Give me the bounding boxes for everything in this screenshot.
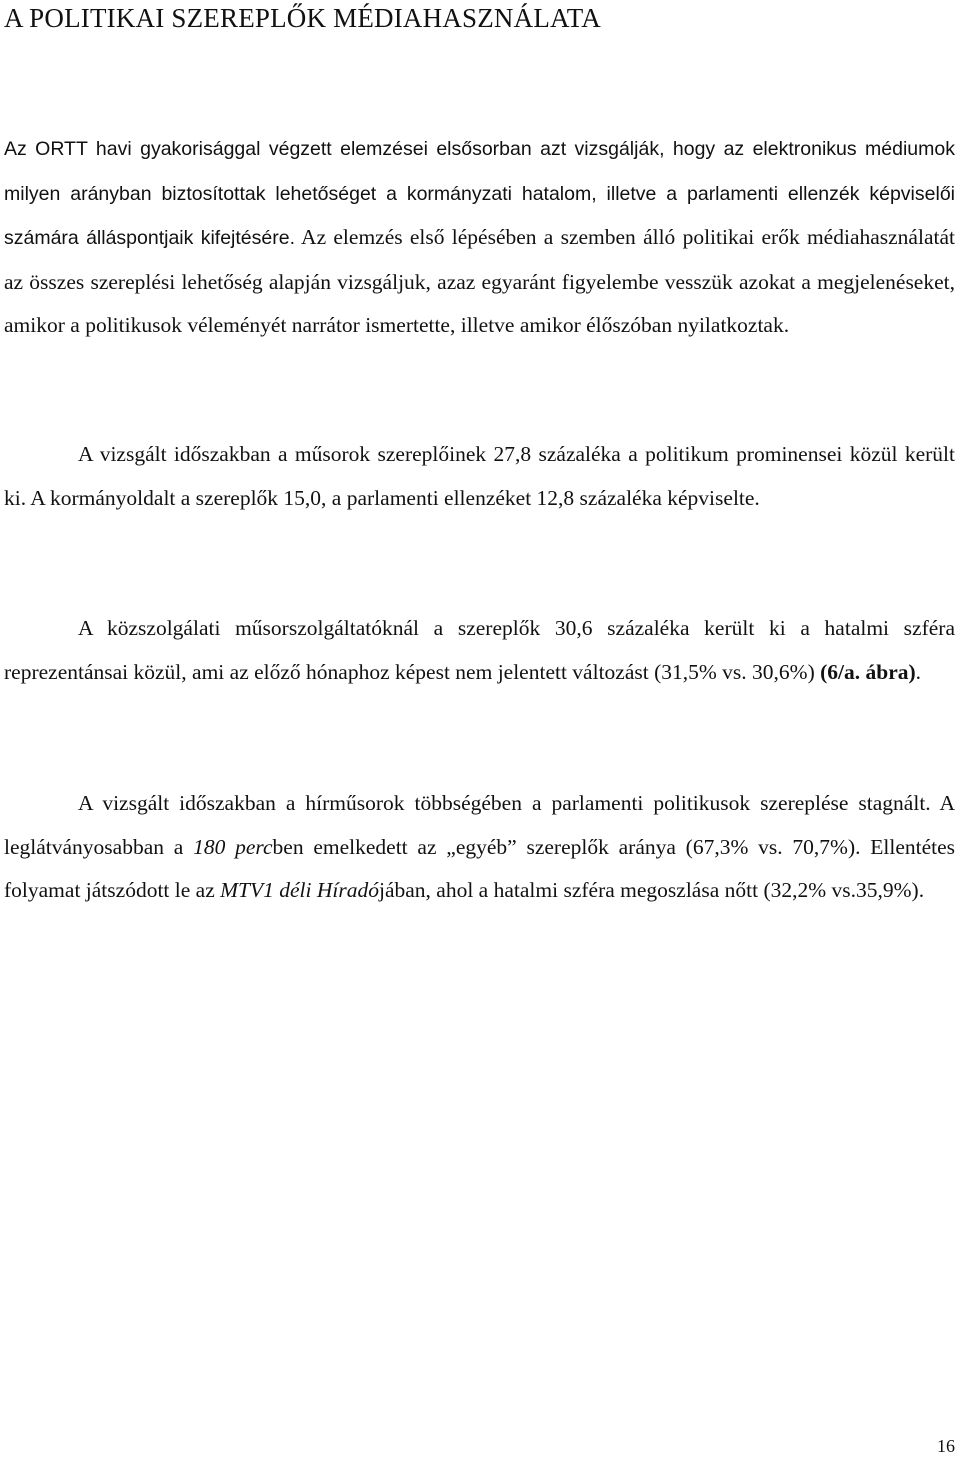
paragraph-4-part-3: jában, ahol a hatalmi szféra megoszlása nőtt (32,2% vs.35,9%). [378, 878, 925, 902]
paragraph-1-intro: Az ORTT havi gyakorisággal végzett elemzései elsősorban azt vizsgálják, hogy az elektronikus médiumok milyen arányban biztosítottak lehetőséget a kormányzati hatalom, illetve a parlamenti ellenzék képviselői számára álláspontjaik kifejtésére. [4, 138, 955, 249]
paragraph-1 [4, 127, 955, 348]
program-name-mtv1-hirado: MTV1 déli Híradó [220, 878, 379, 902]
page-number: 16 [937, 1436, 955, 1456]
paragraph-1-body: Az elemzés első lépésében a szemben álló politikai erők médiahasználatát az összes szereplési lehetőség alapján vizsgáljuk, azaz egyaránt figyelembe vesszük azokat a megjelenéseket, amikor a politikusok véleményét narrátor ismertette, illetve amikor élőszóban nyilatkoztak. [4, 225, 955, 337]
paragraph-2 [4, 433, 955, 520]
figure-reference: (6/a. ábra) [820, 659, 916, 684]
paragraph-3-end: . [915, 659, 922, 684]
paragraph-4 [4, 782, 955, 913]
paragraph-3-text: A közszolgálati műsorszolgáltatóknál a szereplők 30,6 százaléka került ki a hatalmi szféra reprezentánsai közül, ami az előző hónaphoz képest nem jelentett változást (31,5% vs. 30,6%) [4, 616, 955, 684]
paragraph-4-part-2: ben emelkedett az „egyéb” szereplők aránya (67,3% vs. 70,7%). Ellentétes folyamat játszódott le az [4, 834, 956, 902]
paragraph-3 [4, 607, 955, 694]
program-name-180-perc: 180 perc [193, 834, 273, 859]
paragraph-2-text: A vizsgált időszakban a műsorok szereplőinek 27,8 százaléka a politikum prominensei közül került ki. A kormányoldalt a szereplők 15,0, a parlamenti ellenzéket 12,8 százaléka képviselte. [4, 442, 955, 510]
paragraph-4-part-1: A vizsgált időszakban a hírműsorok többségében a parlamenti politikusok szereplése stagnált. A leglátványosabban a [4, 791, 955, 859]
page-title: A POLITIKAI SZEREPLŐK MÉDIAHASZNÁLATA [4, 3, 601, 33]
